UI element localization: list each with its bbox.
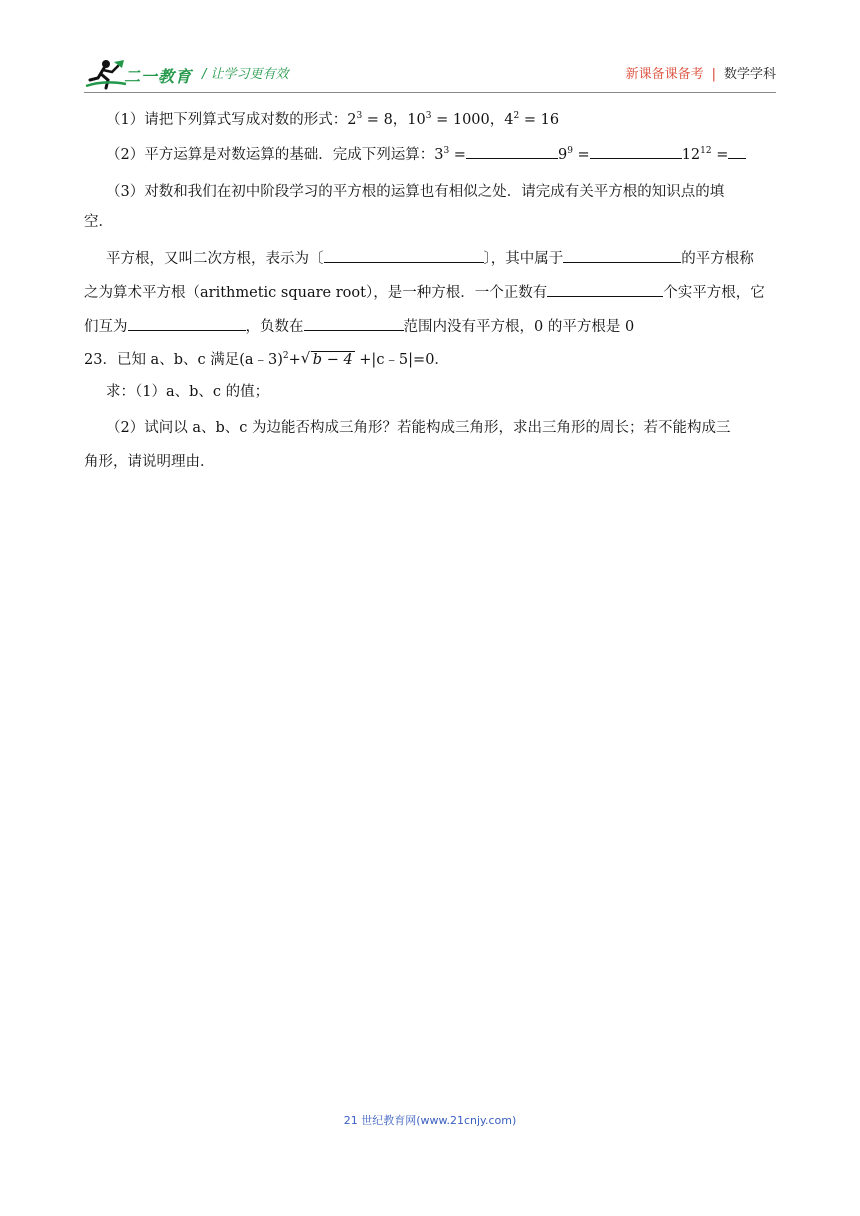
question-23-ask-2-line-2: 角形，请说明理由． — [84, 454, 215, 470]
header-subject-label: 数学学科 — [723, 67, 776, 82]
question-3-line-1: （3）对数和我们在初中阶段学习的平方根的运算也有相似之处．请完成有关平方根的知识点的填 — [106, 184, 725, 200]
paragraph-line-2: 之为算术平方根（arithmetic square root），是一种方根．一个正数有 个实平方根，它 — [84, 282, 765, 303]
answer-blank[interactable] — [128, 316, 246, 331]
answer-blank[interactable] — [304, 316, 404, 331]
running-person-logo-icon — [84, 58, 128, 90]
header-right — [626, 63, 776, 82]
footer-source[interactable]: 21 世纪教育网(www.21cnjy.com) — [343, 1114, 517, 1127]
question-23-line: 23．已知 a、b、c 满足(a﹣3)$^2$+ √ b − 4 +|c﹣5|=0． — [84, 349, 449, 368]
question-3-line-2: 空． — [84, 214, 113, 230]
question-23-ask-1: 求：（1）a、b、c 的值； — [106, 384, 270, 400]
answer-blank[interactable] — [563, 248, 681, 263]
answer-blank[interactable] — [590, 144, 682, 159]
slogan: / 让学习更有效 — [202, 67, 289, 82]
sqrt-expression: √ b − 4 — [300, 349, 353, 368]
paragraph-line-1: 平方根，又叫二次方根，表示为〔 〕，其中属于 的平方根称 — [106, 248, 754, 269]
paragraph-line-3: 们互为 ，负数在 范围内没有平方根，0 的平方根是 0 — [84, 316, 634, 337]
question-2-line: （2）平方运算是对数运算的基础．完成下列运算：$3^3 = 9^9 = 12^{12}$ = — [106, 144, 746, 165]
answer-blank[interactable] — [547, 282, 663, 297]
header-course-label: 新课备课备考 — [625, 67, 704, 82]
answer-blank[interactable] — [324, 248, 484, 263]
answer-blank[interactable] — [728, 144, 746, 159]
logo-text: 二一教育 — [124, 67, 193, 86]
header-separator: | — [711, 67, 716, 82]
header-divider — [84, 92, 776, 93]
question-23-ask-2-line-1: （2）试问以 a、b、c 为边能否构成三角形？若能构成三角形，求出三角形的周长；若不能构成三 — [106, 420, 731, 436]
page-header — [84, 56, 776, 90]
answer-blank[interactable] — [466, 144, 558, 159]
question-1-line: （1）请把下列算式写成对数的形式：$2^3 = 8$，$10^3 = 1000$，$4^2 = 16$ — [106, 111, 560, 128]
question-number: 23． — [84, 352, 117, 368]
